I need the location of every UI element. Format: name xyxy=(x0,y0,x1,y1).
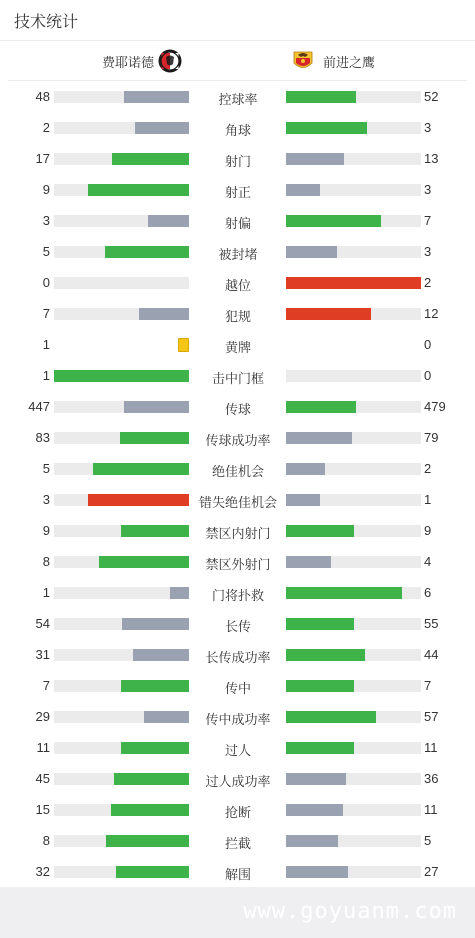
away-stat-bar xyxy=(286,680,421,692)
away-stat-value: 55 xyxy=(424,616,439,631)
home-stat-bar-fill xyxy=(124,401,189,413)
away-stat-value: 1 xyxy=(424,492,432,507)
away-stat-bar-fill xyxy=(286,463,325,475)
home-stat-value: 9 xyxy=(42,523,50,538)
away-stat-value: 79 xyxy=(424,430,439,445)
stat-row xyxy=(0,577,475,608)
away-stat-bar-fill xyxy=(286,525,354,537)
feyenoord-crest-icon xyxy=(158,49,182,73)
home-stat-bar xyxy=(54,742,189,754)
stat-row xyxy=(0,174,475,205)
away-stat-bar-fill xyxy=(286,215,381,227)
away-stat-bar xyxy=(286,370,421,382)
home-team[interactable] xyxy=(102,41,182,81)
stat-label: 禁区外射门 xyxy=(205,557,271,572)
home-stat-bar-fill xyxy=(54,370,189,382)
home-stat-bar-fill xyxy=(120,432,189,444)
away-team[interactable] xyxy=(291,41,375,81)
away-stat-value: 479 xyxy=(424,399,446,414)
home-stat-value: 5 xyxy=(42,244,50,259)
home-stat-bar-fill xyxy=(121,742,189,754)
away-stat-bar xyxy=(286,525,421,537)
home-stat-bar xyxy=(54,773,189,785)
stat-label: 拦截 xyxy=(224,836,251,851)
home-stat-bar-fill xyxy=(93,463,189,475)
home-stat-value: 11 xyxy=(36,740,50,755)
home-stat-bar xyxy=(54,215,189,227)
home-stat-value: 7 xyxy=(42,678,50,693)
home-stat-bar xyxy=(54,308,189,320)
away-stat-bar-fill xyxy=(286,401,356,413)
home-stat-bar xyxy=(54,370,189,382)
home-stat-value: 45 xyxy=(35,771,50,786)
home-stat-bar-fill xyxy=(111,804,189,816)
stat-label: 被封堵 xyxy=(218,247,258,262)
stat-row xyxy=(0,112,475,143)
home-stat-value: 32 xyxy=(35,864,50,879)
home-stat-bar xyxy=(54,494,189,506)
home-stat-bar xyxy=(54,835,189,847)
away-stat-bar xyxy=(286,308,421,320)
away-stat-bar xyxy=(286,184,421,196)
stat-row xyxy=(0,329,475,360)
home-stat-value: 5 xyxy=(42,461,50,476)
watermark: www.goyuanm.com xyxy=(243,899,457,924)
home-stat-bar-fill xyxy=(112,153,189,165)
stat-label: 长传 xyxy=(224,619,251,634)
stat-row xyxy=(0,453,475,484)
home-stat-bar-fill xyxy=(106,835,189,847)
away-stat-bar-fill xyxy=(286,804,343,816)
home-stat-bar xyxy=(54,122,189,134)
home-stat-bar xyxy=(54,556,189,568)
away-stat-bar xyxy=(286,618,421,630)
home-stat-value: 17 xyxy=(35,151,50,166)
away-stat-bar xyxy=(286,587,421,599)
home-stat-value: 7 xyxy=(42,306,50,321)
away-stat-value: 3 xyxy=(424,244,432,259)
away-stat-bar-fill xyxy=(286,308,371,320)
stat-label: 过人成功率 xyxy=(205,774,271,789)
away-stat-bar-fill xyxy=(286,680,354,692)
away-stat-bar xyxy=(286,122,421,134)
home-stat-bar-fill xyxy=(88,184,189,196)
home-stat-value: 2 xyxy=(42,120,50,135)
stat-row xyxy=(0,360,475,391)
home-stat-bar-fill xyxy=(116,866,189,878)
page-title: 技术统计 xyxy=(14,13,79,31)
home-stat-bar xyxy=(54,711,189,723)
home-stat-bar xyxy=(54,463,189,475)
home-stat-value: 9 xyxy=(42,182,50,197)
stat-row xyxy=(0,856,475,887)
stat-label: 传中成功率 xyxy=(205,712,271,727)
away-stat-bar-fill xyxy=(286,711,376,723)
stat-row xyxy=(0,701,475,732)
away-stat-bar xyxy=(286,215,421,227)
away-stat-bar xyxy=(286,556,421,568)
stat-label: 抢断 xyxy=(224,805,251,820)
stat-row xyxy=(0,732,475,763)
stat-label: 犯规 xyxy=(224,309,251,324)
away-stat-value: 2 xyxy=(424,275,432,290)
stat-label: 传球 xyxy=(224,402,251,417)
away-stat-bar-fill xyxy=(286,432,352,444)
stat-label: 控球率 xyxy=(218,92,258,107)
stat-row xyxy=(0,515,475,546)
home-stat-bar xyxy=(54,153,189,165)
away-stat-bar xyxy=(286,401,421,413)
home-stat-bar xyxy=(54,525,189,537)
away-stat-value: 27 xyxy=(424,864,439,879)
away-stat-value: 2 xyxy=(424,461,432,476)
stat-row xyxy=(0,236,475,267)
away-stat-value: 3 xyxy=(424,120,432,135)
stat-row xyxy=(0,143,475,174)
home-stat-value: 447 xyxy=(28,399,50,414)
home-stat-bar-fill xyxy=(88,494,189,506)
home-stat-bar xyxy=(54,184,189,196)
away-stat-value: 44 xyxy=(424,647,439,662)
stat-label: 门将扑救 xyxy=(211,588,264,603)
stat-row xyxy=(0,484,475,515)
stat-row xyxy=(0,205,475,236)
stat-row xyxy=(0,670,475,701)
home-stat-bar xyxy=(54,277,189,289)
stat-label: 过人 xyxy=(224,743,251,758)
away-stat-bar xyxy=(286,711,421,723)
stat-label: 绝佳机会 xyxy=(211,464,264,479)
away-stat-bar xyxy=(286,246,421,258)
home-stat-bar xyxy=(54,866,189,878)
home-stat-value: 3 xyxy=(42,492,50,507)
stat-row xyxy=(0,546,475,577)
away-stat-bar xyxy=(286,432,421,444)
stat-label: 越位 xyxy=(224,278,251,293)
away-stat-bar-fill xyxy=(286,246,337,258)
away-stat-bar xyxy=(286,91,421,103)
away-stat-bar xyxy=(286,804,421,816)
away-stat-value: 7 xyxy=(424,678,432,693)
away-stat-value: 9 xyxy=(424,523,432,538)
stat-row xyxy=(0,608,475,639)
stat-label: 长传成功率 xyxy=(205,650,271,665)
teams-header xyxy=(8,41,467,81)
home-stat-bar xyxy=(54,432,189,444)
home-stat-value: 31 xyxy=(35,647,50,662)
stat-label: 错失绝佳机会 xyxy=(198,495,277,510)
stat-label: 射门 xyxy=(224,154,251,169)
away-stat-bar-fill xyxy=(286,277,421,289)
home-stat-bar-fill xyxy=(170,587,189,599)
home-stat-value: 1 xyxy=(42,585,50,600)
away-stat-bar-fill xyxy=(286,184,320,196)
away-stat-bar-fill xyxy=(286,649,365,661)
away-stat-bar-fill xyxy=(286,153,344,165)
home-stat-bar xyxy=(54,587,189,599)
away-stat-value: 0 xyxy=(424,368,432,383)
home-stat-bar-fill xyxy=(139,308,189,320)
stat-row xyxy=(0,639,475,670)
away-stat-value: 4 xyxy=(424,554,432,569)
away-stat-bar xyxy=(286,153,421,165)
home-stat-bar-fill xyxy=(105,246,189,258)
away-stat-bar-fill xyxy=(286,494,320,506)
away-stat-value: 0 xyxy=(424,337,432,352)
away-stat-value: 5 xyxy=(424,833,432,848)
stat-row xyxy=(0,794,475,825)
away-stat-bar xyxy=(286,494,421,506)
yellow-card-icon xyxy=(178,338,189,352)
home-stat-value: 48 xyxy=(35,89,50,104)
stat-row xyxy=(0,81,475,112)
stat-label: 射偏 xyxy=(224,216,251,231)
away-stat-bar xyxy=(286,773,421,785)
stats-list xyxy=(0,81,475,887)
away-stat-bar xyxy=(286,649,421,661)
home-stat-bar xyxy=(54,401,189,413)
home-stat-value: 0 xyxy=(42,275,50,290)
away-stat-value: 36 xyxy=(424,771,439,786)
away-stat-bar xyxy=(286,463,421,475)
away-stat-value: 57 xyxy=(424,709,439,724)
home-stat-bar xyxy=(54,246,189,258)
away-stat-value: 13 xyxy=(424,151,439,166)
go-ahead-eagles-crest-icon xyxy=(291,49,315,73)
home-stat-bar-fill xyxy=(114,773,189,785)
stat-label: 击中门框 xyxy=(211,371,264,386)
stat-row xyxy=(0,422,475,453)
home-stat-bar-fill xyxy=(121,680,189,692)
away-stat-bar-fill xyxy=(286,773,346,785)
stat-label: 角球 xyxy=(224,123,251,138)
stat-label: 禁区内射门 xyxy=(205,526,271,541)
stat-row xyxy=(0,267,475,298)
away-stat-value: 11 xyxy=(424,740,438,755)
header xyxy=(0,0,475,41)
away-stat-value: 3 xyxy=(424,182,432,197)
away-stat-bar-fill xyxy=(286,835,338,847)
stat-row xyxy=(0,298,475,329)
away-stat-value: 11 xyxy=(424,802,438,817)
away-stat-bar-fill xyxy=(286,587,402,599)
home-stat-value: 29 xyxy=(35,709,50,724)
home-stat-bar-fill xyxy=(122,618,189,630)
home-stat-bar-fill xyxy=(99,556,189,568)
away-stat-bar xyxy=(286,742,421,754)
home-stat-bar xyxy=(54,91,189,103)
away-stat-bar-fill xyxy=(286,618,354,630)
home-stat-value: 1 xyxy=(42,337,50,352)
home-stat-bar-fill xyxy=(144,711,189,723)
home-stat-bar xyxy=(54,649,189,661)
home-stat-value: 1 xyxy=(42,368,50,383)
home-stat-bar xyxy=(54,804,189,816)
home-stat-value: 54 xyxy=(35,616,50,631)
home-stat-value: 8 xyxy=(42,833,50,848)
home-stat-bar-fill xyxy=(133,649,189,661)
stat-row xyxy=(0,763,475,794)
home-stat-value: 3 xyxy=(42,213,50,228)
footer xyxy=(0,887,475,938)
home-stat-value: 8 xyxy=(42,554,50,569)
stat-label: 传球成功率 xyxy=(205,433,271,448)
away-stat-value: 6 xyxy=(424,585,432,600)
away-stat-bar-fill xyxy=(286,122,367,134)
away-stat-bar-fill xyxy=(286,866,348,878)
home-stat-bar-fill xyxy=(124,91,189,103)
stat-row xyxy=(0,825,475,856)
home-stat-bar-fill xyxy=(148,215,189,227)
away-team-name: 前进之鹰 xyxy=(323,54,376,70)
away-stat-value: 12 xyxy=(424,306,439,321)
home-stat-bar xyxy=(54,618,189,630)
home-stat-bar xyxy=(54,680,189,692)
home-stat-value: 15 xyxy=(35,802,50,817)
home-stat-bar-fill xyxy=(121,525,189,537)
stat-row xyxy=(0,391,475,422)
home-stat-value: 83 xyxy=(35,430,50,445)
away-stat-bar xyxy=(286,866,421,878)
away-stat-value: 52 xyxy=(424,89,439,104)
away-stat-bar-fill xyxy=(286,556,331,568)
stat-label: 传中 xyxy=(224,681,251,696)
away-stat-value: 7 xyxy=(424,213,432,228)
away-stat-bar xyxy=(286,835,421,847)
away-stat-bar-fill xyxy=(286,742,354,754)
stat-label: 解围 xyxy=(224,867,251,882)
home-team-name: 费耶诺德 xyxy=(101,54,154,70)
away-stat-bar xyxy=(286,277,421,289)
home-stat-bar-fill xyxy=(135,122,189,134)
stat-label: 射正 xyxy=(224,185,251,200)
stat-label: 黄牌 xyxy=(224,340,251,355)
away-stat-bar-fill xyxy=(286,91,356,103)
